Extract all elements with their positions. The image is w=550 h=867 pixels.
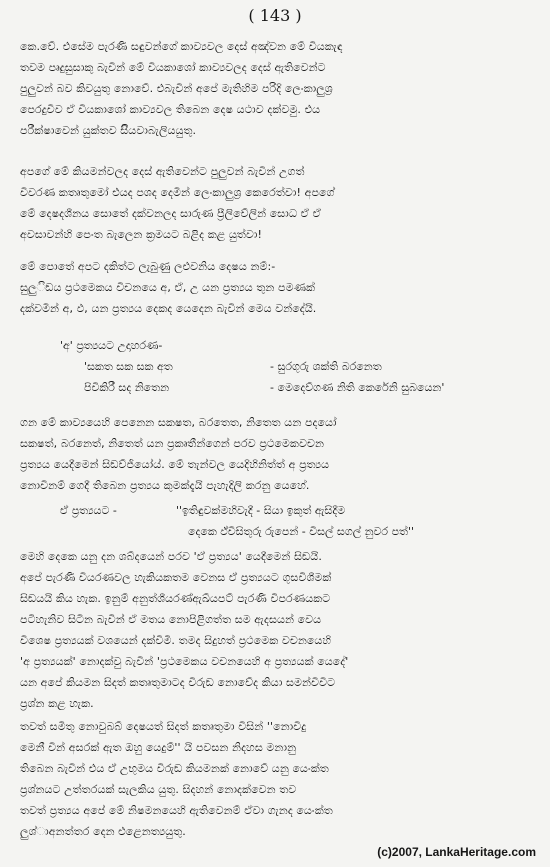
quote-line-2-left: පිවිකිරී සද නිතෙන: [84, 381, 170, 394]
page-number: ( 143 ): [248, 6, 302, 25]
paragraph-1: කෙ.වේ. එසේම පැරණි සඳුවන්ගේ කාව්‍යවල දෙස් අඤ්වන මේ වියකැඳ තවම ප්‍රුදුසුසාකු බැවින් මේ වියකාශෝ කාව්‍යවලද දෙස් ඇතිවෙන්ට පුලුවන් බව කිවයුතු නොවේ. එබැවින් අපේ මැතිහිම පරිදි ලෙංකාලුශ්‍ර පෙරදුවීව ඒ වියකාශෝ කාව්‍යවල තිබෙන දෙෂ යථාව දක්වමු. එය පරීක්ෂාවෙන් යුක්තව සිියවාබැලියයුතු.: [20, 40, 343, 137]
quote-line-2-right: - මෙදෙව්ගණ නිති කෙරේනි සුබයෙන': [270, 381, 445, 394]
quote2-line-1: ''ඉතිඳුවක්මහිවැදී - සියා ඉකුත් ඇසිදීම: [176, 504, 346, 517]
quote2-line-2: දෙකෙ ඵ්වීසිතුරු රුපෙන් - විසල් සගල් නුවර පත්'': [188, 525, 414, 538]
paragraph-6: තවත් සමිතු නොවුබබ් දෙෂයත් සිදත් කතෘතුමා විසින් ''නොවිදු මෙනී වින් අසරක් ඇත ඔහු යෙදුම්'' යි පවසන නිදහස මනානු තිබෙන බැවින් එය ඒ උභුමය විරුඞ කියමනක් නොවේ යනු යෙංක්ත ප්‍රශ්නයට උත්තරයක් සැලකිය යුතු. සිදහන් නොදක්වෙන තව තවත් ප්‍රත්‍යය අපේ මේ නිෂමනයෙහි ඇතිවෙනම් ඒවා ගැනද යෙංක්ත ලුශ්ාඅනත්තර දෙන ළුළෙනත්‍යයුතු.: [20, 720, 333, 838]
paragraph-5: මෙහි දෙකෙ යනු දන ශබ්දයෙන් පරව 'ඒ ප්‍රත්‍යය' යෙදීමෙන් සිඞයි. අපේ පැරණි වියරණවල හැකියකතම වෙනස ඒ ප්‍රත්‍යයට ගුසවිශීමක් සිඞයයි කිය හැක. ඉනුම් අනුත්ශීයරණ්ඇඛ්යපට් පැරණි විපරණයකට පටිහැනිව සිටින බැවින් ඒ මතය නොපිළිගත්ත සම ඇදසයන් වෙය විශෙෂ ප්‍රත්‍යයක් වශයෙන් දක්වීමි. තමද සිදුහත් ප්‍රථමෙක වචනයෙහි 'අ ප්‍රත්‍යයක්' නොදක්වු බැවින් 'ප්‍රථමෙකය වචනයෙහි අ ප්‍රත්‍යයක් යෙදේ' යන අපේ කියමන සිදත් කතෘතුමාටද විරුඞ නොවේද කියා සමන්විවිට ප්‍රශ්න කළ හැක.: [20, 550, 349, 710]
paragraph-3: මේ පොතේ අපට දකිත්ට ලැබුණු ලළුවනිය දෙෂය නම්:- සුලුිඞය ප්‍රථමෙකය විචනයෙ අ, ඒ, උ යන ප්‍රත්‍යය තුන පමණක් දක්වමින් අ, ඵ, යන ප්‍රත්‍යය දෙකද යෙදෙන බැවින් මෙය වන්දේයි.: [20, 260, 317, 315]
quote-line-1-left: 'සකත සක සක අත: [84, 360, 173, 373]
quote2-label: ඒ ප්‍රත්‍යයට -: [60, 504, 117, 517]
copyright-credit: (c)2007, LankaHeritage.com: [377, 845, 536, 859]
quote-line-1-right: - සුරගුරු ශක්ති බරනෙත: [270, 360, 382, 373]
quote-heading: 'අ' ප්‍රත්‍යයට උදාහරණ-: [60, 339, 163, 352]
paragraph-2: අපගේ මේ කියමන්වලද දෙස් ඇතිවෙන්ට පුලුවන් බැවින් උගත් විවරණ කතෘතුමෝ එයද පශද දෙමින් ලෙංකාලුශ්‍ර කෙරෙත්වා! අපගේ මේ දෙෂදශීනය ‍සොතේ දක්වනලද සාරුණ ප්‍රීලිවේලින් සොධ ඒ ඒ අවසාවන්හි පෙංත බැලෙන ක්‍රමයට බළිද කළ යුත්වා!: [20, 165, 335, 241]
paragraph-4: ගන මේ කාව්‍යයෙහි පෙනෙන සකෂත, බරතෙත, නිතෙත යන පදයෝ සකෂත්, බරනෙත්, නිතෙත් යන ප්‍රකෘතීන්ගෙන් පරව ප්‍රථමෙකවචන ප්‍රත්‍යය යෙදීමෙන් සිඞව්ජියෝය්. මේ තැන්වල යෙදිහිනිත්ත් අ ප්‍රත්‍යය නොවිනම් ගෙදී තිබෙන ප්‍රත්‍යය කුමක්දැයි පැහැදිලි කරනු යෙහේ.: [20, 416, 337, 492]
